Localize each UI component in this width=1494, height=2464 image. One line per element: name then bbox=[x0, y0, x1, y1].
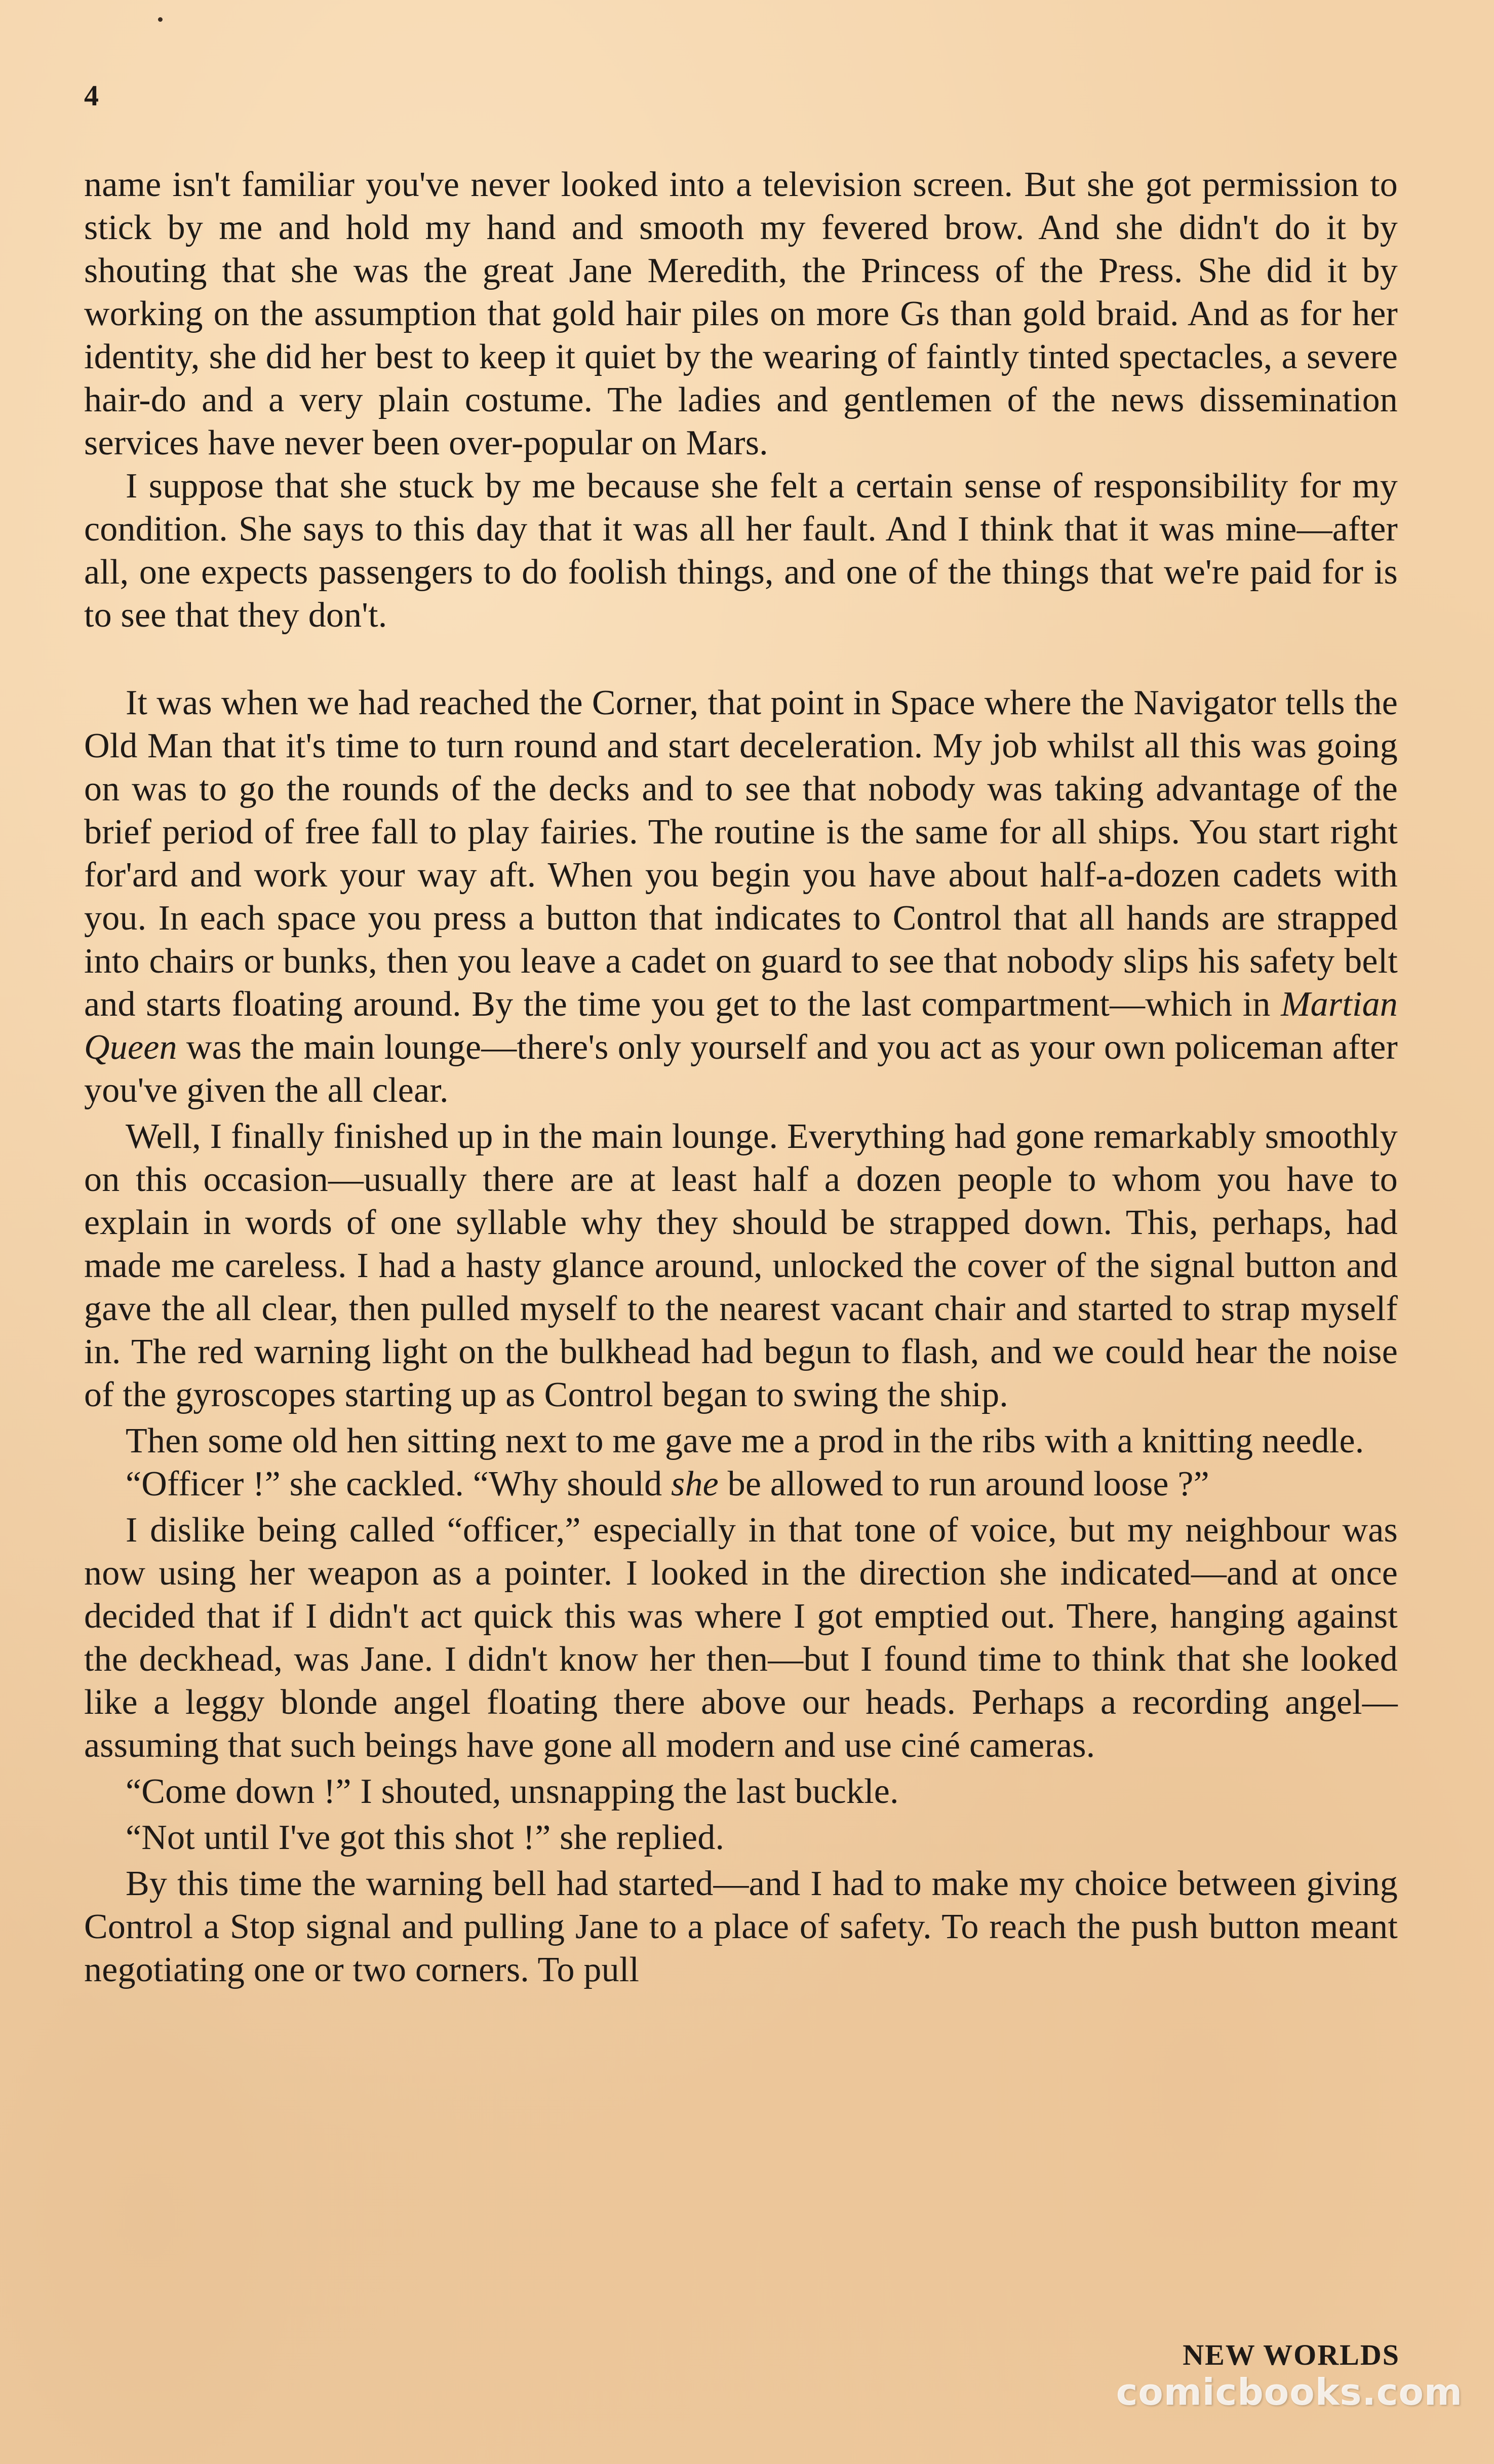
paragraph: Well, I finally finished up in the main lounge. Everything had gone remarkably smoothly on this occasion—usually there are at least half a dozen people to whom you have to explain in words of one syllable why they should be strapped down. This, perhaps, had made me careless. I had a hasty glance around, unlocked the cover of the signal button and gave the all clear, then pulled myself to the nearest vacant chair and started to strap myself in. The red warning light on the bulkhead had begun to flash, and we could hear the noise of the gyroscopes starting up as Control began to swing the ship. bbox=[84, 1117, 1398, 1414]
text-run: was the main lounge—there's only yourself and you act as your own policeman after you've given the all clear. bbox=[84, 1028, 1398, 1110]
print-speck bbox=[158, 17, 163, 22]
paragraph: “Not until I've got this shot !” she replied. bbox=[126, 1818, 725, 1857]
paragraph bbox=[84, 681, 1398, 1112]
paragraph: Then some old hen sitting next to me gave me a prod in the ribs with a knitting needle. bbox=[126, 1421, 1364, 1460]
paragraph: “Come down !” I shouted, unsnapping the last buckle. bbox=[126, 1772, 899, 1811]
emphasis: she bbox=[671, 1465, 719, 1504]
paragraph: I suppose that she stuck by me because she felt a certain sense of responsibility for my condition. She says to this day that it was all her fault. And I think that it was mine—after all, one expects passengers to do foolish things, and one of the things that we're paid for is to see that they don't. bbox=[84, 467, 1398, 635]
paragraph bbox=[84, 1462, 1398, 1506]
text-run: be allowed to run around loose ?” bbox=[718, 1465, 1209, 1504]
page-number: 4 bbox=[84, 79, 99, 112]
story-text bbox=[84, 163, 1398, 1991]
magazine-title: NEW WORLDS bbox=[1183, 2338, 1400, 2371]
watermark: comicbooks.com bbox=[1116, 2371, 1463, 2413]
paragraph: name isn't familiar you've never looked into a television screen. But she got permission to stick by me and hold my hand and smooth my fevered brow. And she didn't do it by shouting that she was the great Jane Meredith, the Princess of the Press. She did it by working on the assumption that gold hair piles on more Gs than gold braid. And as for her identity, she did her best to keep it quiet by the wearing of faintly tinted spectacles, a severe hair-do and a very plain costume. The ladies and gentlemen of the news dissemination services have never been over-popular on Mars. bbox=[84, 165, 1398, 463]
text-run: “Officer !” she cackled. “Why should bbox=[126, 1465, 672, 1504]
paragraph: I dislike being called “officer,” especially in that tone of voice, but my neighbour was now using her weapon as a pointer. I looked in the direction she indicated—and at once decided that if I didn't act quick this was where I got emptied out. There, hanging against the deckhead, was Jane. I didn't know her then—but I found time to think that she looked like a leggy blonde angel floating there above our heads. Perhaps a recording angel—assuming that such beings have gone all modern and use ciné cameras. bbox=[84, 1511, 1398, 1765]
paragraph: By this time the warning bell had started—and I had to make my choice between giving Control a Stop signal and pulling Jane to a place of safety. To reach the push button meant negotiating one or two corners. To pull bbox=[84, 1864, 1398, 1989]
text-run: It was when we had reached the Corner, that point in Space where the Navigator tells the Old Man that it's time to turn round and start deceleration. My job whilst all this was going on was to go the rounds of the decks and to see that nobody was taking advantage of the brief period of free fall to play fairies. The routine is the same for all ships. You start right for'ard and work your way aft. When you begin you have about half-a-dozen cadets with you. In each space you press a button that indicates to Control that all hands are strapped into chairs or bunks, then you leave a cadet on guard to see that nobody slips his safety belt and starts floating around. By the time you get to the last compartment—which in bbox=[84, 683, 1398, 1024]
ship-name: Martian Queen bbox=[84, 985, 1398, 1067]
